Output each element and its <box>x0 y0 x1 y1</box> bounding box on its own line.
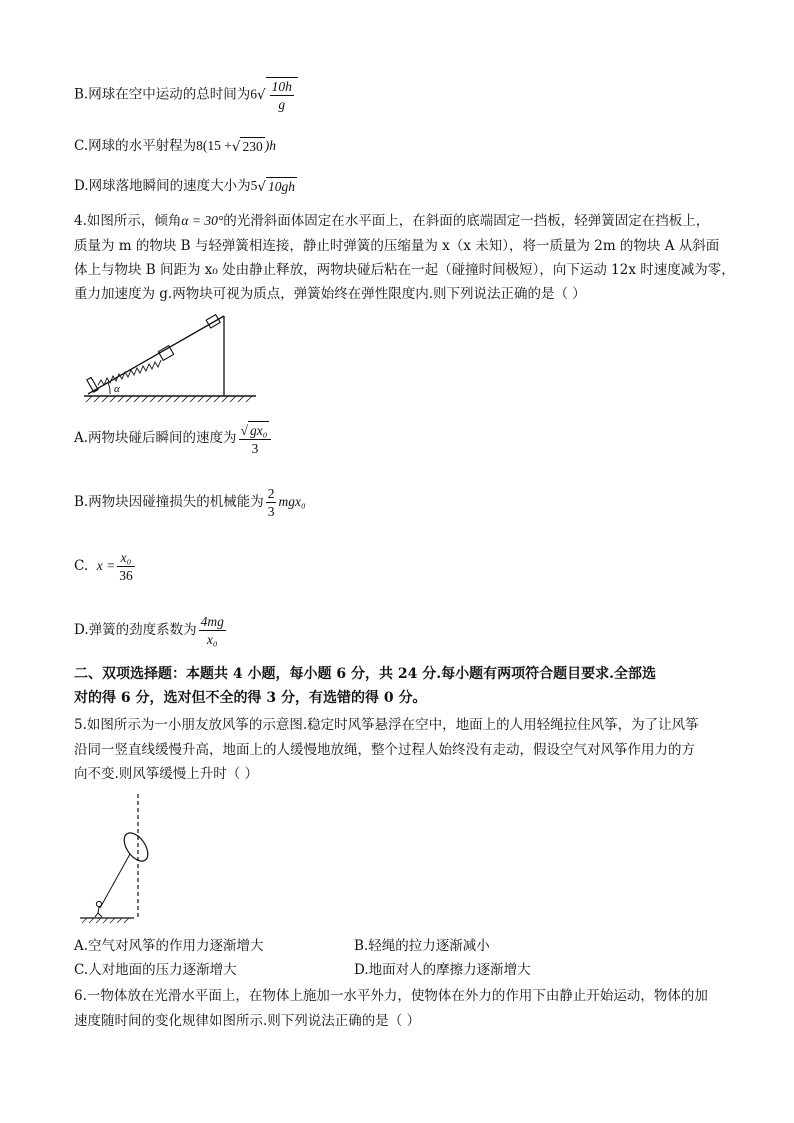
q4-stem-line1: 4.如图所示，倾角α = 30°的光滑斜面体固定在水平面上，在斜面的底端固定一挡板，轻弹簧固定在挡板上， <box>74 213 710 229</box>
q5-option-c: C.人对地面的压力逐渐增大 <box>74 962 237 978</box>
q4-option-b: B.两物块因碰撞损失的机械能为 $\frac{2}{3}$ mgx₀ <box>74 486 306 519</box>
q3-option-d-text: D.网球落地瞬间的速度大小为 <box>74 178 251 194</box>
q4-option-a-frac: $\frac{\text{√ gx₀}}{3}$ <box>239 420 272 457</box>
q4-option-a: A.两物块碰后瞬间的速度为 $\frac{\text{√ gx₀}}{3}$ <box>74 420 273 457</box>
q4-option-c-frac: $\frac{\text{x₀}}{36}$ <box>119 550 133 583</box>
kite <box>119 829 152 866</box>
spring <box>98 360 161 385</box>
person <box>95 901 102 917</box>
section2-heading-line1: 二、双项选择题：本题共 4 小题，每小题 6 分，共 24 分.每小题有两项符合题目要求.全部选 <box>74 666 656 682</box>
q3-option-d <box>74 177 297 196</box>
q4-stem-line4: 重力加速度为 g.两物块可视为质点，弹簧始终在弹性限度内.则下列说法正确的是（ ） <box>74 286 586 302</box>
q4-stem-line2: 质量为 m 的物块 B 与轻弹簧相连接，静止时弹簧的压缩量为 x（x 未知），将一质量为 2m 的物块 A 从斜面 <box>74 238 720 254</box>
figure-alpha-label: α <box>114 383 120 395</box>
q3-option-d-sqrt: √ 10gh <box>257 179 295 195</box>
q3-option-c <box>74 137 276 156</box>
q6-stem-line2: 速度随时间的变化规律如图所示.则下列说法正确的是（ ） <box>74 1013 421 1029</box>
q3-option-b-text: B.网球在空中运动的总时间为 <box>74 86 251 103</box>
q3-option-c-expr-a: 8(15 + <box>196 138 232 153</box>
q6-stem-line1: 6.一物体放在光滑水平面上，在物体上施加一水平外力，使物体在外力的作用下由静止开始运动，物体的加 <box>74 988 708 1004</box>
q5-kite-figure <box>78 792 168 926</box>
q4-option-d: D.弹簧的劲度系数为 $\frac{4mg}{\text{x₀}}$ <box>74 614 224 647</box>
q3-option-c-sqrt: √ 230 <box>231 139 263 155</box>
q3-option-b-num: 10h <box>271 79 292 94</box>
ground <box>84 396 256 402</box>
q3-option-b-sqrt: √ $\frac{10h}{g}$ <box>257 77 298 113</box>
q5-stem-line2: 沿同一竖直线缓慢升高，地面上的人缓慢地放绳，整个过程人始终没有走动，假设空气对风筝作用力的方 <box>74 742 695 758</box>
q3-option-b-den: g <box>278 97 286 112</box>
q5-option-a: A.空气对风筝的作用力逐渐增大 <box>74 938 264 954</box>
q3-option-b <box>74 77 298 113</box>
q4-option-c: C. x = $\frac{\text{x₀}}{36}$ <box>74 550 133 583</box>
section2-heading-line2: 对的得 6 分，选对但不全的得 3 分，有选错的得 0 分。 <box>74 690 427 706</box>
q4-incline-figure <box>80 312 270 406</box>
q4-option-d-frac: $\frac{4mg}{\text{x₀}}$ <box>200 614 224 647</box>
q3-option-d-coef: 5 <box>250 178 258 193</box>
q5-stem-line3: 向不变.则风筝缓慢上升时（ ） <box>74 766 259 782</box>
block-a <box>206 315 220 328</box>
q3-option-c-text: C.网球的水平射程为 <box>74 138 197 154</box>
q4-angle: α = 30° <box>181 213 224 228</box>
q5-ground <box>80 918 134 923</box>
q4-option-b-frac: $\frac{2}{3}$ <box>267 486 275 519</box>
angle-arc <box>108 383 110 394</box>
q4-stem-line3: 体上与物块 B 间距为 x₀ 处由静止释放，两物块碰后粘在一起（碰撞时间极短），向下运动 12x 时速度减为零， <box>74 262 735 278</box>
q5-option-b: B.轻绳的拉力逐渐减小 <box>354 938 490 954</box>
q3-option-b-coef: 6 <box>250 86 257 102</box>
q3-option-c-expr-b: )h <box>264 138 276 153</box>
q5-option-d: D.地面对人的摩擦力逐渐增大 <box>354 962 531 978</box>
q5-stem-line1: 5.如图所示为一小朋友放风筝的示意图.稳定时风筝悬浮在空中，地面上的人用轻绳拉住风筝，为了让风筝 <box>74 717 699 733</box>
kite-string <box>100 854 130 908</box>
